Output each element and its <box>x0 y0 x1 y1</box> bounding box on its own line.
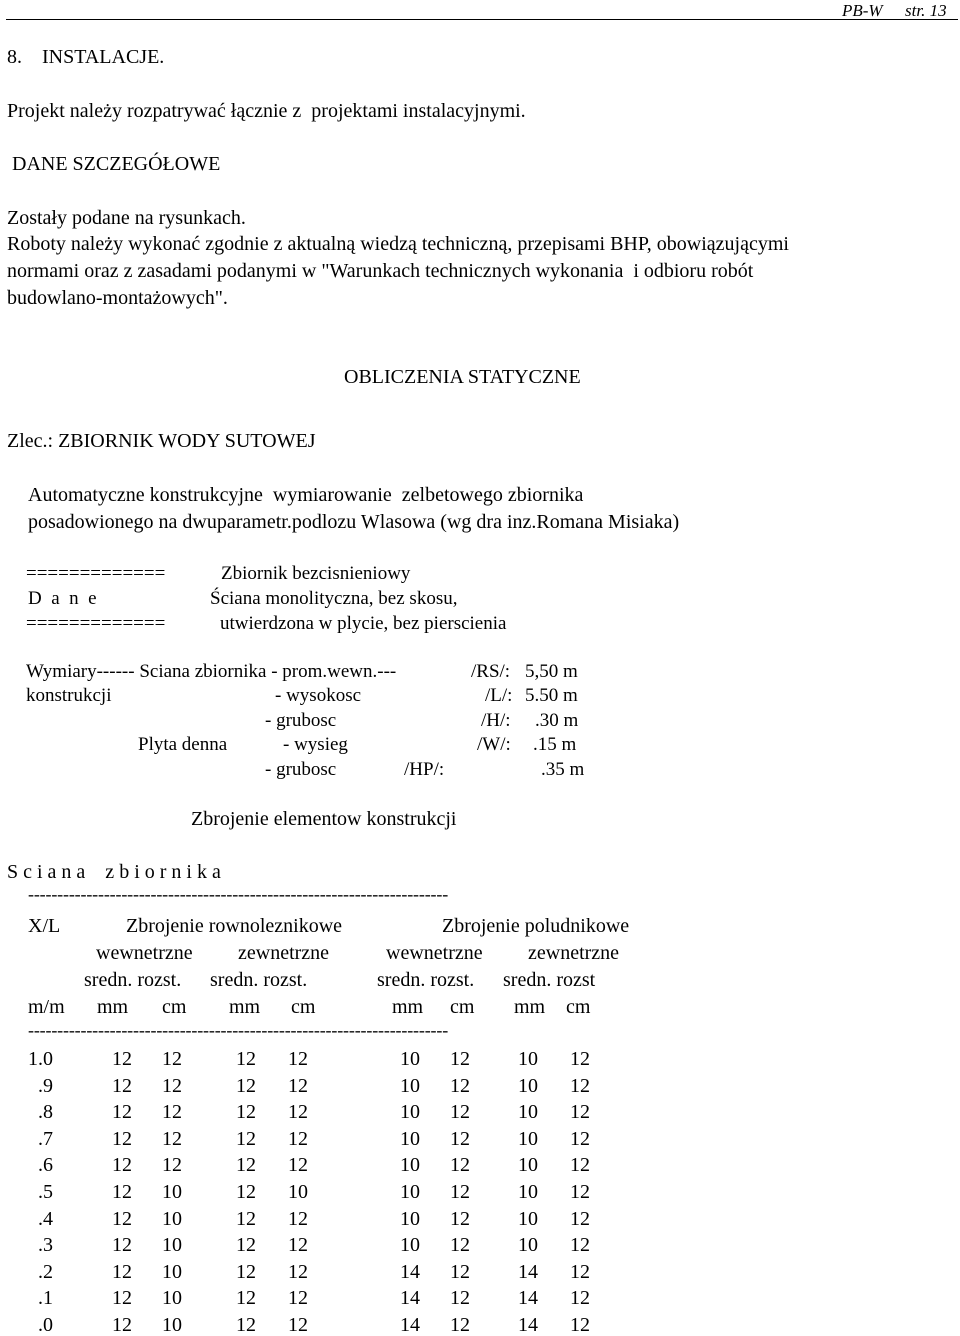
separator-top: ============= <box>26 563 166 584</box>
rebar-value-cell: 14 <box>400 1261 420 1283</box>
rebar-value-cell: 14 <box>518 1287 538 1309</box>
rebar-value-cell: 10 <box>518 1234 538 1256</box>
dims-wymiary: Wymiary------ Sciana zbiornika - prom.wewn.--- <box>26 661 397 682</box>
dims-w-value: .15 m <box>533 734 577 755</box>
rebar-value-cell: 10 <box>518 1181 538 1203</box>
wall-fixing: utwierdzona w plycie, bez pierscienia <box>220 613 507 634</box>
wall-type: Ściana monolityczna, bez skosu, <box>210 588 458 609</box>
rebar-value-cell: 12 <box>570 1287 590 1309</box>
rebar-value-cell: 12 <box>112 1208 132 1230</box>
rebar-value-cell: 10 <box>162 1287 182 1309</box>
dims-l-symbol: /L/: <box>485 685 513 706</box>
dims-hp-symbol: /HP/: <box>404 759 445 780</box>
row-position-cell: .5 <box>38 1181 53 1203</box>
dims-h-symbol: /H/: <box>481 710 511 731</box>
unit-cell: cm <box>291 996 316 1018</box>
table-rule-bottom: ------------------------------------------------------------------------ <box>28 1020 449 1040</box>
rebar-value-cell: 10 <box>400 1208 420 1230</box>
unit-cell: cm <box>450 996 475 1018</box>
rebar-value-cell: 12 <box>236 1048 256 1070</box>
dims-hp-value: .35 m <box>541 759 585 780</box>
rebar-value-cell: 12 <box>288 1128 308 1150</box>
dims-rs-symbol: /RS/: <box>471 661 511 682</box>
rebar-value-cell: 14 <box>400 1314 420 1336</box>
rebar-value-cell: 12 <box>450 1101 470 1123</box>
dims-l-value: 5.50 m <box>525 685 578 706</box>
rebar-value-cell: 12 <box>570 1048 590 1070</box>
rebar-value-cell: 12 <box>570 1314 590 1336</box>
unit-cell: mm <box>229 996 261 1018</box>
rebar-value-cell: 12 <box>236 1154 256 1176</box>
rebar-value-cell: 12 <box>112 1314 132 1336</box>
rebar-value-cell: 12 <box>236 1287 256 1309</box>
col-header-xl: X/L <box>28 915 61 937</box>
rebar-value-cell: 12 <box>288 1101 308 1123</box>
rebar-value-cell: 14 <box>518 1261 538 1283</box>
rebar-value-cell: 12 <box>450 1287 470 1309</box>
rebar-value-cell: 10 <box>162 1234 182 1256</box>
rebar-value-cell: 12 <box>112 1154 132 1176</box>
rebar-value-cell: 12 <box>236 1128 256 1150</box>
separator-bottom: ============= <box>26 613 166 634</box>
rebar-value-cell: 12 <box>112 1181 132 1203</box>
paragraph-works-line1: Roboty należy wykonać zgodnie z aktualną wiedzą techniczną, przepisami BHP, obowiązującymi <box>7 233 789 255</box>
rebar-value-cell: 10 <box>400 1048 420 1070</box>
dims-rs-value: 5,50 m <box>525 661 578 682</box>
rebar-value-cell: 12 <box>162 1048 182 1070</box>
rebar-value-cell: 10 <box>400 1101 420 1123</box>
rebar-value-cell: 12 <box>236 1234 256 1256</box>
rebar-value-cell: 10 <box>400 1075 420 1097</box>
rebar-value-cell: 10 <box>288 1181 308 1203</box>
rebar-value-cell: 12 <box>162 1154 182 1176</box>
rebar-value-cell: 12 <box>236 1101 256 1123</box>
details-heading: DANE SZCZEGÓŁOWE <box>12 153 221 175</box>
auto-description-line1: Automatyczne konstrukcyjne wymiarowanie zelbetowego zbiornika <box>28 484 584 506</box>
rebar-value-cell: 10 <box>518 1048 538 1070</box>
col-header-latitudinal: Zbrojenie rownoleznikowe <box>126 915 343 937</box>
rebar-value-cell: 12 <box>162 1128 182 1150</box>
rebar-value-cell: 12 <box>450 1048 470 1070</box>
paragraph-drawings: Zostały podane na rysunkach. <box>7 207 246 229</box>
rebar-value-cell: 12 <box>570 1208 590 1230</box>
unit-cell: mm <box>392 996 424 1018</box>
data-label: D a n e <box>28 588 97 609</box>
auto-description-line2: posadowionego na dwuparametr.podlozu Wlasowa (wg dra inz.Romana Misiaka) <box>28 511 680 533</box>
rebar-value-cell: 12 <box>236 1075 256 1097</box>
paragraph-works-line3: budowlano-montażowych". <box>7 287 228 309</box>
rebar-value-cell: 12 <box>450 1261 470 1283</box>
header-page-number: str. 13 <box>905 1 947 20</box>
table-rule-top: ------------------------------------------------------------------------ <box>28 884 449 904</box>
rebar-value-cell: 10 <box>162 1208 182 1230</box>
rebar-value-cell: 10 <box>518 1128 538 1150</box>
rebar-value-cell: 12 <box>162 1075 182 1097</box>
reinforcement-title: Zbrojenie elementow konstrukcji <box>191 808 457 830</box>
unit-cell: cm <box>162 996 187 1018</box>
row-position-cell: .8 <box>38 1101 53 1123</box>
col-diam-spacing-2: sredn. rozst. <box>210 969 308 991</box>
rebar-value-cell: 10 <box>400 1128 420 1150</box>
dims-wysieg: - wysieg <box>283 734 348 755</box>
rebar-value-cell: 10 <box>400 1181 420 1203</box>
dims-wysokosc: - wysokosc <box>275 685 362 706</box>
rebar-value-cell: 12 <box>288 1287 308 1309</box>
rebar-value-cell: 12 <box>450 1181 470 1203</box>
row-position-cell: .4 <box>38 1208 53 1230</box>
rebar-value-cell: 12 <box>570 1075 590 1097</box>
section-heading: 8. INSTALACJE. <box>7 46 165 68</box>
unit-cell: mm <box>514 996 546 1018</box>
rebar-value-cell: 12 <box>570 1101 590 1123</box>
rebar-value-cell: 12 <box>112 1287 132 1309</box>
rebar-value-cell: 12 <box>450 1208 470 1230</box>
rebar-value-cell: 12 <box>288 1048 308 1070</box>
row-position-cell: .0 <box>38 1314 53 1336</box>
rebar-value-cell: 10 <box>518 1208 538 1230</box>
tank-type: Zbiornik bezcisnieniowy <box>221 563 411 584</box>
row-position-cell: .2 <box>38 1261 53 1283</box>
rebar-value-cell: 12 <box>570 1234 590 1256</box>
rebar-value-cell: 10 <box>400 1234 420 1256</box>
rebar-value-cell: 12 <box>112 1234 132 1256</box>
row-position-cell: .1 <box>38 1287 53 1309</box>
rebar-value-cell: 14 <box>400 1287 420 1309</box>
rebar-value-cell: 12 <box>288 1234 308 1256</box>
header-rule <box>6 19 958 20</box>
page-header <box>0 0 960 20</box>
rebar-value-cell: 12 <box>288 1261 308 1283</box>
rebar-value-cell: 12 <box>450 1075 470 1097</box>
row-position-cell: .9 <box>38 1075 53 1097</box>
unit-cell: mm <box>97 996 129 1018</box>
rebar-value-cell: 12 <box>236 1314 256 1336</box>
row-position-cell: .7 <box>38 1128 53 1150</box>
rebar-value-cell: 12 <box>112 1261 132 1283</box>
rebar-value-cell: 12 <box>112 1101 132 1123</box>
dims-plyta: Plyta denna <box>138 734 228 755</box>
rebar-value-cell: 12 <box>236 1208 256 1230</box>
paragraph-works-line2: normami oraz z zasadami podanymi w "Warunkach technicznych wykonania i odbioru robót <box>7 260 754 282</box>
col-sub-outer-2: zewnetrzne <box>528 942 620 964</box>
col-header-meridional: Zbrojenie poludnikowe <box>442 915 630 937</box>
rebar-value-cell: 12 <box>450 1314 470 1336</box>
rebar-value-cell: 14 <box>518 1314 538 1336</box>
rebar-value-cell: 12 <box>450 1154 470 1176</box>
calculations-title: OBLICZENIA STATYCZNE <box>344 366 581 388</box>
rebar-value-cell: 10 <box>518 1101 538 1123</box>
rebar-value-cell: 12 <box>288 1314 308 1336</box>
row-position-cell: 1.0 <box>28 1048 53 1070</box>
rebar-value-cell: 12 <box>112 1048 132 1070</box>
dims-h-value: .30 m <box>535 710 579 731</box>
col-diam-spacing-1: sredn. rozst. <box>84 969 182 991</box>
row-position-cell: .6 <box>38 1154 53 1176</box>
rebar-value-cell: 12 <box>288 1075 308 1097</box>
col-sub-outer-1: zewnetrzne <box>238 942 330 964</box>
col-sub-inner-1: wewnetrzne <box>96 942 193 964</box>
dims-konstrukcji: konstrukcji <box>26 685 112 706</box>
rebar-value-cell: 12 <box>570 1154 590 1176</box>
rebar-value-cell: 10 <box>162 1314 182 1336</box>
rebar-value-cell: 12 <box>570 1128 590 1150</box>
header-doc-code: PB-W <box>842 1 883 20</box>
rebar-value-cell: 12 <box>236 1261 256 1283</box>
rebar-value-cell: 12 <box>162 1101 182 1123</box>
dims-grubosc-wall: - grubosc <box>265 710 337 731</box>
dims-w-symbol: /W/: <box>477 734 511 755</box>
row-position-cell: .3 <box>38 1234 53 1256</box>
rebar-value-cell: 10 <box>518 1075 538 1097</box>
rebar-value-cell: 12 <box>450 1128 470 1150</box>
col-diam-spacing-4: sredn. rozst <box>503 969 596 991</box>
rebar-value-cell: 12 <box>288 1208 308 1230</box>
dims-grubosc-slab: - grubosc <box>265 759 337 780</box>
rebar-value-cell: 10 <box>518 1154 538 1176</box>
col-sub-inner-2: wewnetrzne <box>386 942 483 964</box>
wall-section-title: S c i a n a z b i o r n i k a <box>7 861 221 883</box>
unit-cell: cm <box>566 996 591 1018</box>
rebar-value-cell: 12 <box>112 1128 132 1150</box>
rebar-value-cell: 10 <box>400 1154 420 1176</box>
col-diam-spacing-3: sredn. rozst. <box>377 969 475 991</box>
rebar-value-cell: 12 <box>236 1181 256 1203</box>
rebar-value-cell: 10 <box>162 1181 182 1203</box>
rebar-value-cell: 12 <box>570 1261 590 1283</box>
order-line: Zlec.: ZBIORNIK WODY SUTOWEJ <box>7 430 316 452</box>
rebar-value-cell: 12 <box>450 1234 470 1256</box>
unit-cell: m/m <box>28 996 65 1018</box>
rebar-value-cell: 12 <box>288 1154 308 1176</box>
rebar-value-cell: 12 <box>570 1181 590 1203</box>
section-intro: Projekt należy rozpatrywać łącznie z projektami instalacyjnymi. <box>7 100 526 122</box>
rebar-value-cell: 10 <box>162 1261 182 1283</box>
rebar-value-cell: 12 <box>112 1075 132 1097</box>
